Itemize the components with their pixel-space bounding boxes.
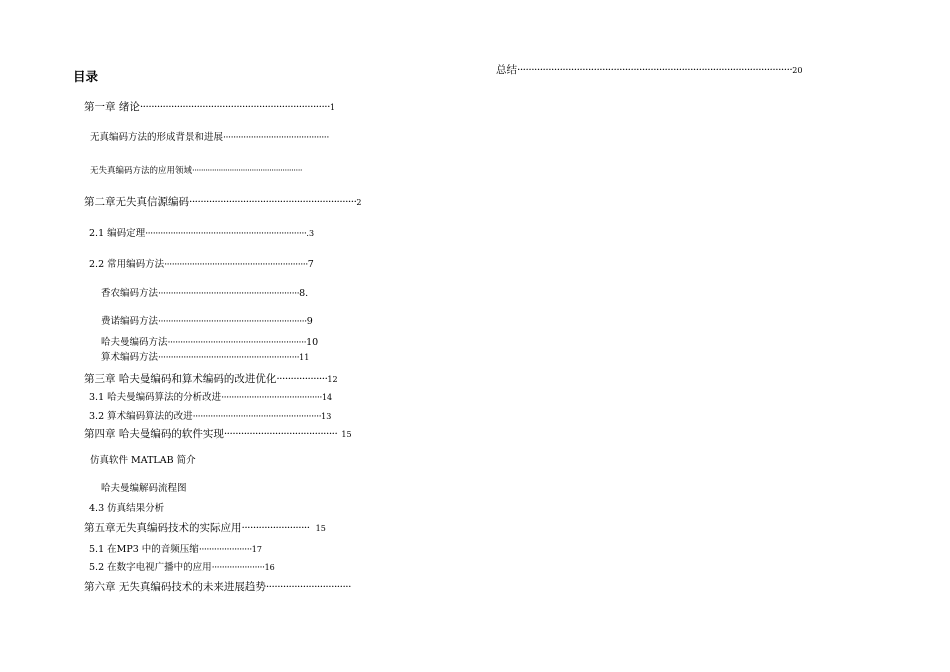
toc-entry-3-1[interactable] — [89, 391, 332, 405]
toc-leader-dots: ··························································· — [158, 316, 307, 327]
toc-entry-label: 费诺编码方法 — [101, 316, 159, 327]
toc-leader-dots: ······················································· — [167, 337, 307, 348]
toc-page-number: 12 — [327, 375, 338, 384]
toc-page-number: 2 — [356, 198, 362, 207]
toc-leader-dots: ········································ — [221, 392, 322, 403]
toc-leader-dots: ·················· — [276, 373, 328, 385]
toc-leader-dots: ························································ — [158, 352, 300, 363]
toc-entry-label: 4.3 仿真结果分析 — [89, 503, 165, 514]
toc-page-number: 1 — [329, 103, 336, 112]
toc-entry-label: 5.1 在MP3 中的音频压缩 — [89, 544, 199, 555]
toc-title: 目录 — [73, 69, 99, 84]
toc-leader-dots: ····················· — [198, 544, 252, 555]
toc-entry-ch6[interactable] — [84, 580, 351, 594]
toc-leader-dots: ························································· — [164, 259, 308, 270]
toc-leader-dots: ································································ — [145, 228, 307, 239]
toc-page-number: 15 — [315, 524, 326, 533]
toc-entry-label: 第三章 哈夫曼编码和算术编码的改进优化 — [84, 373, 277, 385]
toc-leader-dots: ····················· — [211, 562, 265, 573]
toc-entry-label: 仿真软件 MATLAB 简介 — [90, 455, 196, 466]
toc-entry-2-1[interactable] — [89, 227, 314, 241]
toc-entry-application-fields[interactable] — [90, 164, 302, 178]
toc-entry-5-1[interactable] — [89, 543, 262, 557]
toc-entry-fano[interactable] — [101, 315, 313, 329]
toc-entry-arithmetic[interactable] — [101, 351, 309, 365]
toc-page-number: 8. — [299, 288, 309, 299]
toc-entry-3-2[interactable] — [89, 410, 331, 424]
toc-entry-matlab[interactable] — [90, 454, 196, 468]
toc-leader-dots: ······························ — [265, 581, 351, 593]
toc-entry-label: 第二章无失真信源编码 — [84, 196, 189, 208]
toc-entry-2-2[interactable] — [89, 258, 314, 272]
toc-entry-ch5[interactable] — [84, 521, 326, 536]
toc-entry-huffman[interactable] — [101, 336, 318, 350]
toc-page-number: 20 — [792, 66, 803, 75]
toc-entry-label: 2.2 常用编码方法 — [89, 259, 165, 270]
toc-leader-dots: ··································································· — [139, 101, 330, 113]
toc-entry-ch2[interactable] — [84, 195, 362, 210]
toc-entry-ch4[interactable] — [84, 427, 352, 442]
toc-entry-label: 算术编码方法 — [101, 352, 159, 363]
toc-entry-flowchart[interactable] — [101, 482, 187, 496]
toc-entry-summary[interactable] — [496, 63, 802, 78]
toc-leader-dots: ·················································· — [192, 166, 303, 176]
toc-page-number: 16 — [264, 563, 275, 572]
toc-entry-background[interactable] — [90, 131, 329, 145]
toc-page-number: 10 — [306, 337, 319, 348]
toc-entry-label: 哈夫曼编解码流程图 — [101, 483, 187, 494]
toc-leader-dots: ································································································· — [517, 64, 793, 76]
toc-leader-dots: ··························································· — [189, 196, 357, 208]
toc-page-number: 13 — [321, 412, 332, 421]
toc-entry-label: 第一章 绪论 — [84, 101, 140, 113]
toc-leader-dots: ························ — [241, 522, 310, 534]
toc-leader-dots: ························································ — [158, 288, 300, 299]
toc-entry-label: 总结 — [496, 64, 517, 76]
toc-leader-dots: ········································ — [223, 428, 338, 440]
toc-entry-label: 第六章 无失真编码技术的未来进展趋势 — [84, 581, 266, 593]
toc-entry-label: 香农编码方法 — [101, 288, 159, 299]
toc-entry-label: 无失真编码方法的应用领域 — [90, 166, 193, 176]
toc-entry-label: 2.1 编码定理 — [89, 228, 146, 239]
toc-leader-dots: ·········································· — [223, 132, 329, 143]
toc-entry-ch1[interactable] — [84, 100, 335, 115]
toc-entry-label: 第四章 哈夫曼编码的软件实现 — [84, 428, 224, 440]
toc-page-number: 14 — [321, 393, 333, 402]
toc-entry-label: 无真编码方法的形成背景和进展 — [90, 132, 224, 143]
toc-page-number: 17 — [251, 545, 262, 554]
toc-page-number: 15 — [341, 430, 352, 439]
toc-entry-label: 3.2 算术编码算法的改进 — [89, 411, 193, 422]
toc-page-number: 11 — [299, 353, 310, 362]
toc-entry-label: 3.1 哈夫曼编码算法的分析改进 — [89, 392, 222, 403]
toc-page-number: .3 — [306, 229, 315, 238]
toc-page-number: 9 — [306, 316, 313, 327]
toc-entry-label: 第五章无失真编码技术的实际应用 — [84, 522, 242, 534]
toc-entry-shannon[interactable] — [101, 287, 308, 301]
toc-entry-label: 哈夫曼编码方法 — [101, 337, 168, 348]
toc-entry-ch3[interactable] — [84, 372, 338, 387]
toc-entry-label: 5.2 在数字电视广播中的应用 — [89, 562, 212, 573]
toc-entry-5-2[interactable] — [89, 561, 275, 575]
toc-page-number: 7 — [307, 259, 314, 270]
toc-leader-dots: ··················································· — [192, 411, 322, 422]
toc-entry-4-3[interactable] — [89, 502, 164, 516]
